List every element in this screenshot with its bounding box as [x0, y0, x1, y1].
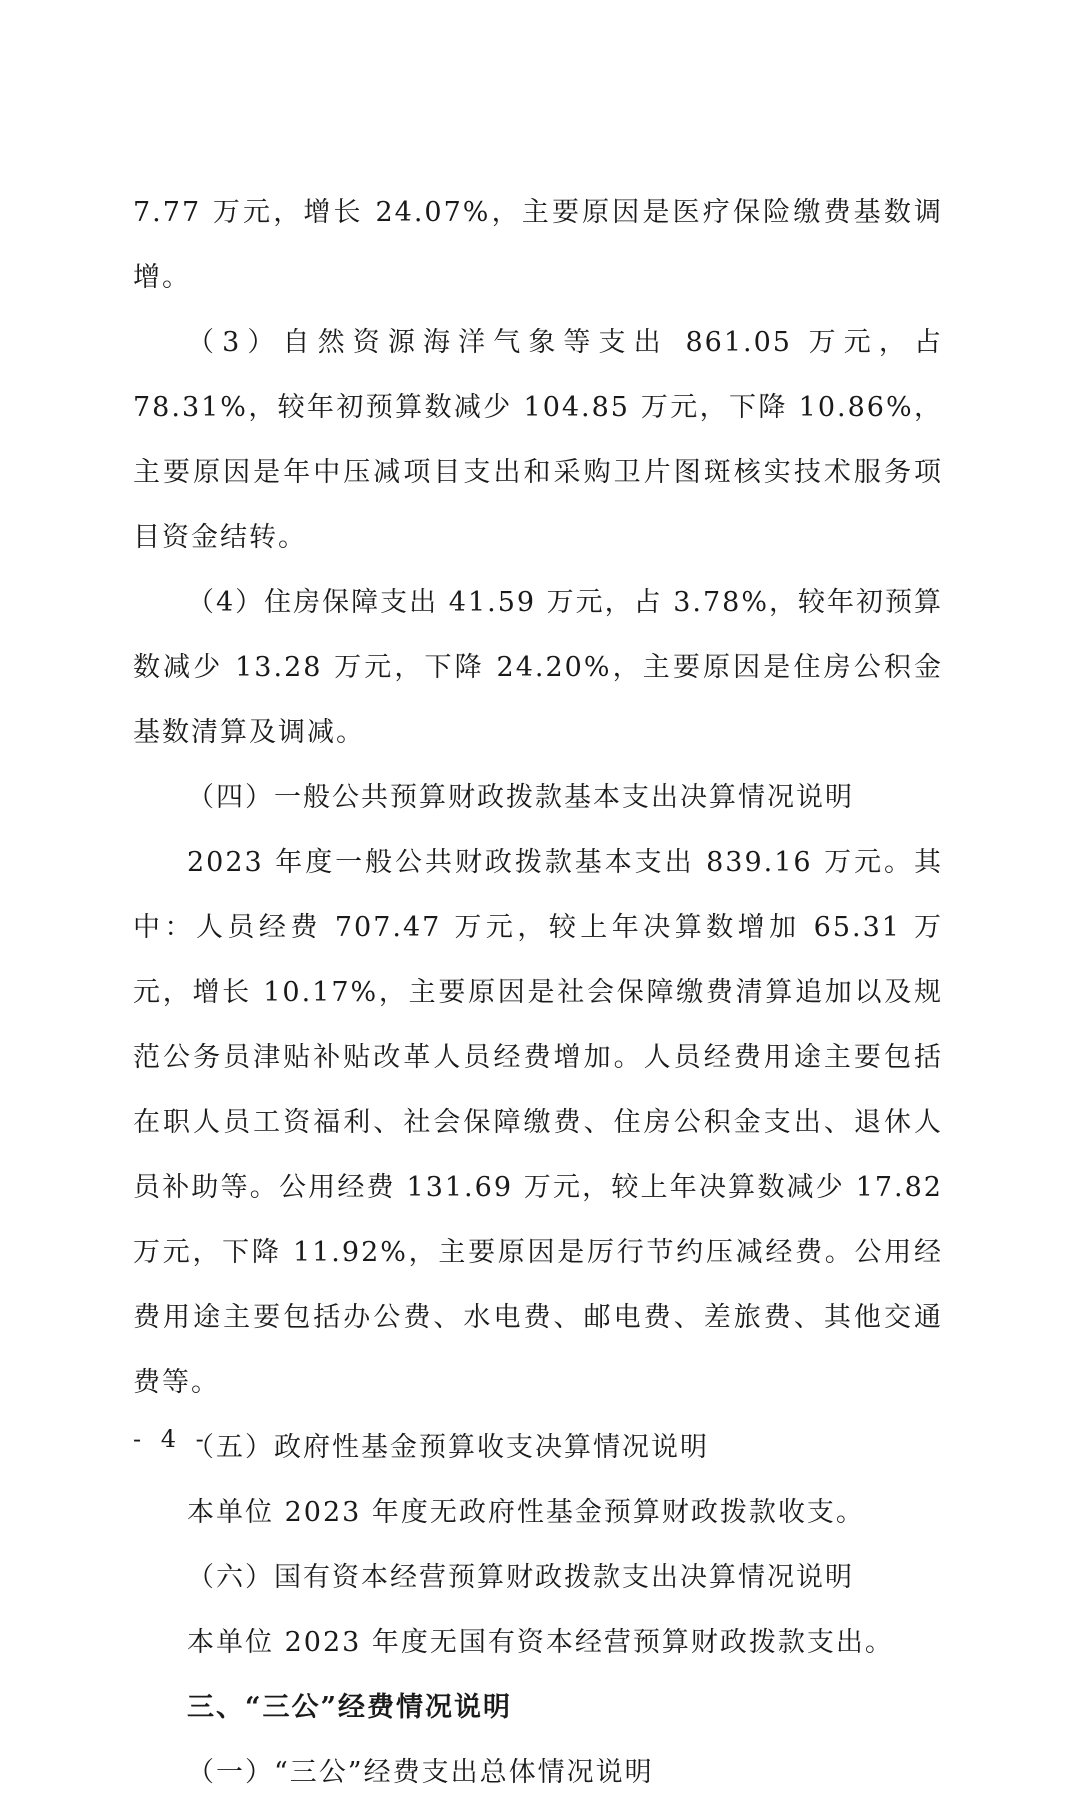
paragraph-natural-resources-expenditure: （3）自然资源海洋气象等支出 861.05 万元，占 78.31%，较年初预算数减少 104.85 万元，下降 10.86%，主要原因是年中压减项目支出和采购卫片图斑核实技术服务项目资金结转。 [133, 327, 943, 553]
page-number: - 4 - [133, 1425, 210, 1453]
paragraph-basic-expenditure: 2023 年度一般公共财政拨款基本支出 839.16 万元。其中：人员经费 707.47 万元，较上年决算数增加 65.31 万元，增长 10.17%，主要原因是社会保障缴费清算追加以及规范公务员津贴补贴改革人员经费增加。人员经费用途主要包括在职人员工资福利、社会保障缴费、住房公积金支出、退休人员补助等。公用经费 131.69 万元，较上年决算数减少 17.82 万元，下降 11.92%，主要原因是厉行节约压减经费。公用经费用途主要包括办公费、水电费、邮电费、差旅费、其他交通费等。 [133, 847, 943, 1398]
section-heading-government-fund: （五）政府性基金预算收支决算情况说明 [187, 1432, 709, 1463]
section-heading-three-public-overview: （一）“三公”经费支出总体情况说明 [187, 1757, 654, 1788]
paragraph-state-capital: 本单位 2023 年度无国有资本经营预算财政拨款支出。 [187, 1627, 894, 1658]
section-heading-basic-expenditure: （四）一般公共预算财政拨款基本支出决算情况说明 [187, 782, 854, 813]
paragraph-housing-expenditure: （4）住房保障支出 41.59 万元，占 3.78%，较年初预算数减少 13.28 万元，下降 24.20%，主要原因是住房公积金基数清算及调减。 [133, 587, 943, 748]
paragraph-medical-insurance-continuation: 7.77 万元，增长 24.07%，主要原因是医疗保险缴费基数调增。 [133, 197, 943, 293]
section-heading-three-public: 三、“三公”经费情况说明 [187, 1692, 513, 1723]
document-body [133, 180, 943, 1805]
section-heading-state-capital: （六）国有资本经营预算财政拨款支出决算情况说明 [187, 1562, 854, 1593]
paragraph-government-fund: 本单位 2023 年度无政府性基金预算财政拨款收支。 [187, 1497, 865, 1528]
